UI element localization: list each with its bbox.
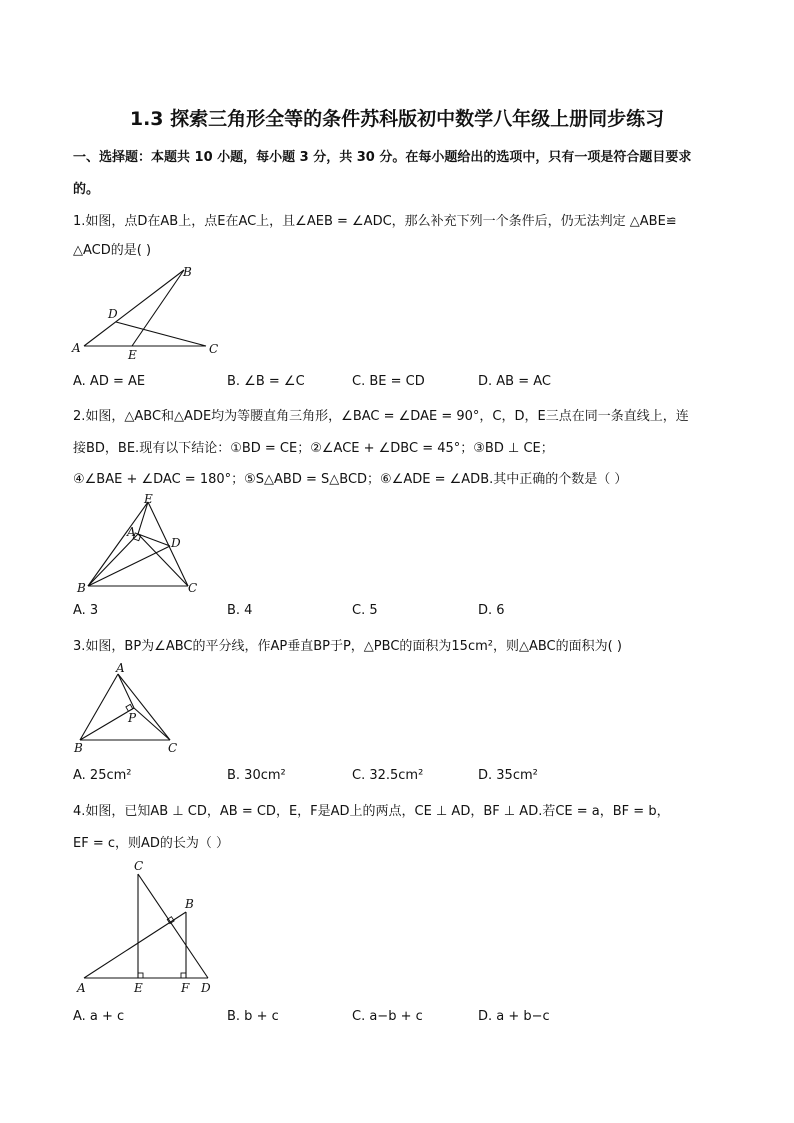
question-2-line-3: ④∠BAE + ∠DAC = 180°；⑤S△ABD = S△BCD；⑥∠ADE = ∠ADB.其中正确的个数是（ ）: [73, 472, 628, 487]
label-A: A: [77, 981, 86, 995]
segment-CD: [138, 874, 208, 978]
section-intro-line-2: 的。: [73, 182, 100, 197]
question-1-option-d[interactable]: D. AB = AC: [478, 374, 551, 389]
question-1-option-a[interactable]: A. AD = AE: [73, 374, 146, 389]
segment-AB: [84, 912, 186, 978]
question-4-line-2: EF = c，则AD的长为（ ）: [73, 836, 230, 851]
segment-BA: [80, 674, 118, 740]
question-4-option-b[interactable]: B. b + c: [227, 1009, 279, 1024]
label-D: D: [201, 981, 211, 995]
question-4-option-c[interactable]: C. a−b + c: [352, 1009, 423, 1024]
question-2-line-1: 2.如图，△ABC和△ADE均为等腰直角三角形，∠BAC = ∠DAE = 90°，C，D，E三点在同一条直线上，连: [73, 409, 689, 424]
question-2-option-b[interactable]: B. 4: [227, 603, 253, 618]
segment-BE: [88, 502, 148, 586]
question-4-option-a[interactable]: A. a + c: [73, 1009, 125, 1024]
page-title: 1.3 探索三角形全等的条件苏科版初中数学八年级上册同步练习: [129, 108, 665, 130]
question-4-figure: [66, 856, 226, 1001]
segment-BA: [88, 534, 138, 586]
segment-EC: [148, 502, 188, 586]
segment-AB: [84, 270, 184, 346]
label-D: D: [108, 307, 118, 321]
question-2-option-c[interactable]: C. 5: [352, 603, 378, 618]
label-B: B: [183, 265, 192, 279]
label-C: C: [168, 741, 178, 755]
segment-AE: [138, 502, 148, 534]
right-angle-mark-F: [181, 973, 186, 978]
label-C: C: [209, 342, 219, 356]
question-2-line-2: 接BD，BE.现有以下结论：①BD = CE；②∠ACE + ∠DBC = 45°；③BD ⊥ CE；: [73, 441, 554, 456]
label-E: E: [128, 348, 137, 362]
segment-BD: [88, 546, 170, 586]
label-B: B: [74, 741, 83, 755]
label-B: B: [185, 897, 194, 911]
section-intro-line-1: 一、选择题：本题共 10 小题，每小题 3 分，共 30 分。在每小题给出的选项中，只有一项是符合题目要求: [73, 150, 692, 165]
label-C: C: [134, 859, 144, 873]
question-3-figure: [66, 660, 206, 760]
question-4-line-1: 4.如图，已知AB ⊥ CD，AB = CD，E，F是AD上的两点，CE ⊥ AD，BF ⊥ AD.若CE = a，BF = b，: [73, 804, 670, 819]
question-3-line-1: 3.如图，BP为∠ABC的平分线，作AP垂直BP于P，△PBC的面积为15cm²，则△ABC的面积为( ): [73, 639, 622, 654]
question-2-option-d[interactable]: D. 6: [478, 603, 505, 618]
label-A: A: [116, 661, 125, 675]
question-2-figure: [66, 490, 216, 600]
question-3-option-a[interactable]: A. 25cm²: [73, 768, 132, 783]
label-P: P: [128, 711, 137, 725]
right-angle-mark-E: [138, 973, 143, 978]
segment-BE: [132, 270, 184, 346]
label-B: B: [77, 581, 86, 595]
question-1-option-c[interactable]: C. BE = CD: [352, 374, 425, 389]
segment-AD: [138, 534, 170, 546]
label-F: F: [181, 981, 190, 995]
label-E: E: [144, 492, 153, 506]
question-2-option-a[interactable]: A. 3: [73, 603, 99, 618]
label-E: E: [134, 981, 143, 995]
label-D: D: [171, 536, 181, 550]
label-C: C: [188, 581, 198, 595]
question-1-line-1: 1.如图，点D在AB上，点E在AC上，且∠AEB = ∠ADC，那么补充下列一个条件后，仍无法判定 △ABE≌: [73, 214, 677, 229]
question-1-line-2: △ACD的是( ): [73, 243, 152, 258]
segment-DC: [116, 322, 206, 346]
question-3-option-d[interactable]: D. 35cm²: [478, 768, 538, 783]
segment-BP: [80, 708, 134, 740]
question-4-option-d[interactable]: D. a + b−c: [478, 1009, 550, 1024]
question-3-option-b[interactable]: B. 30cm²: [227, 768, 286, 783]
label-A: A: [72, 341, 81, 355]
question-3-option-c[interactable]: C. 32.5cm²: [352, 768, 424, 783]
question-1-figure: [66, 262, 236, 362]
segment-PC: [134, 708, 170, 740]
question-1-option-b[interactable]: B. ∠B = ∠C: [227, 374, 305, 389]
label-A: A: [127, 525, 136, 539]
